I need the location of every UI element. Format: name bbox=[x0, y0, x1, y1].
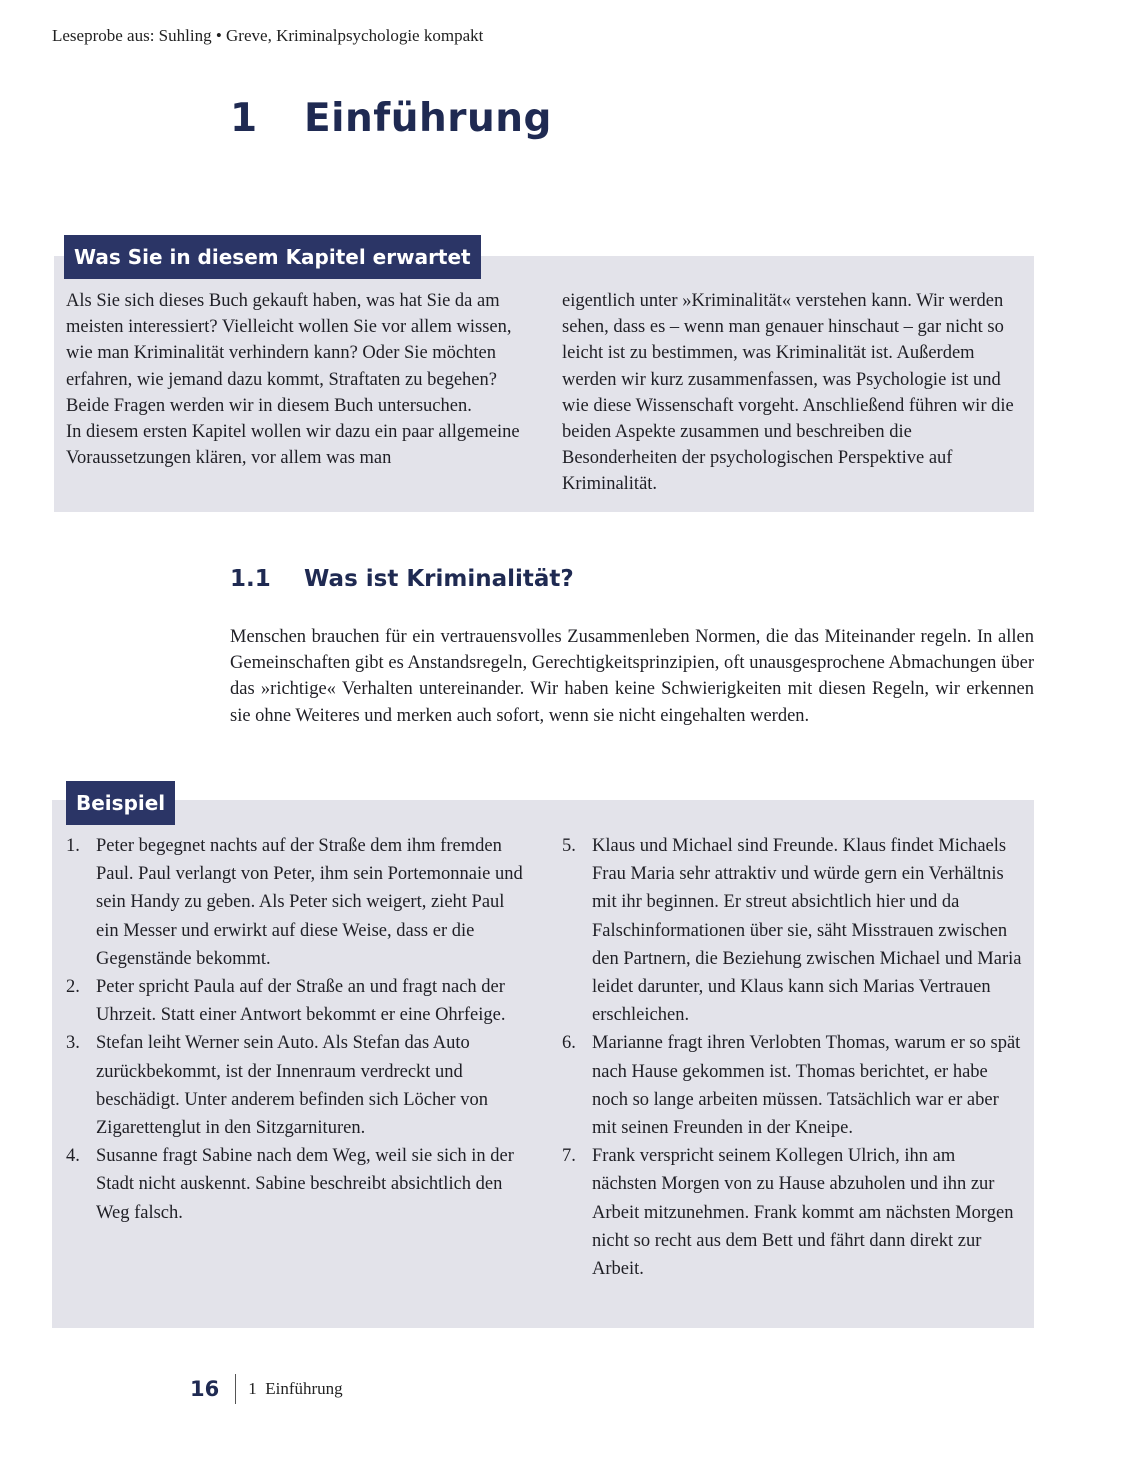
intro-paragraph-3: eigentlich unter »Kriminalität« verstehen kann. Wir werden sehen, dass es – wenn man genauer hinschaut – gar nicht so leicht ist zu bestimmen, was Kriminalität ist. Außerdem werden wir kurz zusammenfassen, was Psychologie ist und wie diese Wissenschaft vorgeht. Anschließend führen wir die beiden Aspekte zusammen und beschreiben die Besonderheiten der psychologischen Perspektive auf Kriminalität. bbox=[562, 291, 1014, 495]
chapter-number: 1 bbox=[230, 96, 258, 141]
example-left-column bbox=[66, 832, 528, 1227]
intro-paragraph-2: In diesem ersten Kapitel wollen wir dazu ein paar allgemeine Voraussetzungen klären, vor allem was man bbox=[66, 422, 520, 469]
example-item-6: 6. Marianne fragt ihren Verlobten Thomas, warum er so spät nach Hause gekommen ist. Thomas berichtet, er habe noch so lange arbeiten müssen. Tatsächlich war er aber mit seinen Freunden in der Kneipe. bbox=[562, 1033, 1021, 1139]
intro-box-label: Was Sie in diesem Kapitel erwartet bbox=[64, 235, 481, 279]
intro-paragraph-1: Als Sie sich dieses Buch gekauft haben, was hat Sie da am meisten interessiert? Vielleicht wollen Sie vor allem wissen, wie man Kriminalität verhindern kann? Oder Sie möchten erfahren, wie jemand dazu kommt, Straftaten zu begehen? Beide Fragen werden wir in diesem Buch untersuchen. bbox=[66, 291, 512, 416]
example-item-2: 2. Peter spricht Paula auf der Straße an und fragt nach der Uhrzeit. Statt einer Antwort bekommt er eine Ohrfeige. bbox=[66, 977, 506, 1026]
example-item-4: 4. Susanne fragt Sabine nach dem Weg, weil sie sich in der Stadt nicht auskennt. Sabine beschreibt absichtlich den Weg falsch. bbox=[66, 1146, 514, 1223]
page-number: 16 bbox=[190, 1377, 220, 1401]
example-item-1: 1. Peter begegnet nachts auf der Straße dem ihm fremden Paul. Paul verlangt von Peter, ihm sein Portemonnaie und sein Handy zu geben. Als Peter sich weigert, zieht Paul ein Messer und erwirkt auf diese Weise, dass er die Gegenstände bekommt. bbox=[66, 836, 523, 969]
example-item-3: 3. Stefan leiht Werner sein Auto. Als Stefan das Auto zurückbekommt, ist der Innenraum verdreckt und beschädigt. Unter anderem befinden sich Löcher von Zigarettenglut in den Sitzgarnituren. bbox=[66, 1033, 488, 1139]
example-item-7: 7. Frank verspricht seinem Kollegen Ulrich, ihn am nächsten Morgen von zu Hause abzuholen und ihn zur Arbeit mitzunehmen. Frank kommt am nächsten Morgen nicht so recht aus dem Bett und fährt dann direkt zur Arbeit. bbox=[562, 1146, 1014, 1280]
footer-chapter: 1 Einführung bbox=[248, 1379, 343, 1398]
section-title-text: Was ist Kriminalität? bbox=[304, 566, 574, 592]
running-header: Leseprobe aus: Suhling • Greve, Kriminalpsychologie kompakt bbox=[52, 26, 484, 45]
intro-right-column bbox=[562, 288, 1024, 498]
chapter-title bbox=[230, 96, 552, 141]
example-right-column bbox=[562, 832, 1024, 1283]
example-item-5: 5. Klaus und Michael sind Freunde. Klaus findet Michaels Frau Maria sehr attraktiv und würde gern ein Verhältnis mit ihr beginnen. Er streut absichtlich hier und da Falschinformationen über sie, säht Misstrauen zwischen den Partnern, die Beziehung zwischen Michael und Maria leidet darunter, und Klaus kann sich Marias Vertrauen erschleichen. bbox=[562, 836, 1022, 1026]
intro-left-column bbox=[66, 288, 528, 471]
footer-divider bbox=[235, 1374, 236, 1404]
section-number: 1.1 bbox=[230, 566, 271, 592]
section-title bbox=[230, 566, 574, 592]
chapter-title-text: Einführung bbox=[304, 96, 552, 141]
example-box-label: Beispiel bbox=[66, 781, 175, 825]
page-footer bbox=[190, 1374, 343, 1404]
section-body: Menschen brauchen für ein vertrauensvolles Zusammenleben Normen, die das Miteinander regeln. In allen Gemeinschaften gibt es Anstandsregeln, Gerechtigkeitsprinzipien, oft unausgesprochene Abmachungen über das »richtige« Verhalten untereinander. Wir haben keine Schwierigkeiten mit diesen Regeln, wir erkennen sie ohne Weiteres und merken auch sofort, wenn sie nicht eingehalten werden. bbox=[230, 627, 1034, 726]
